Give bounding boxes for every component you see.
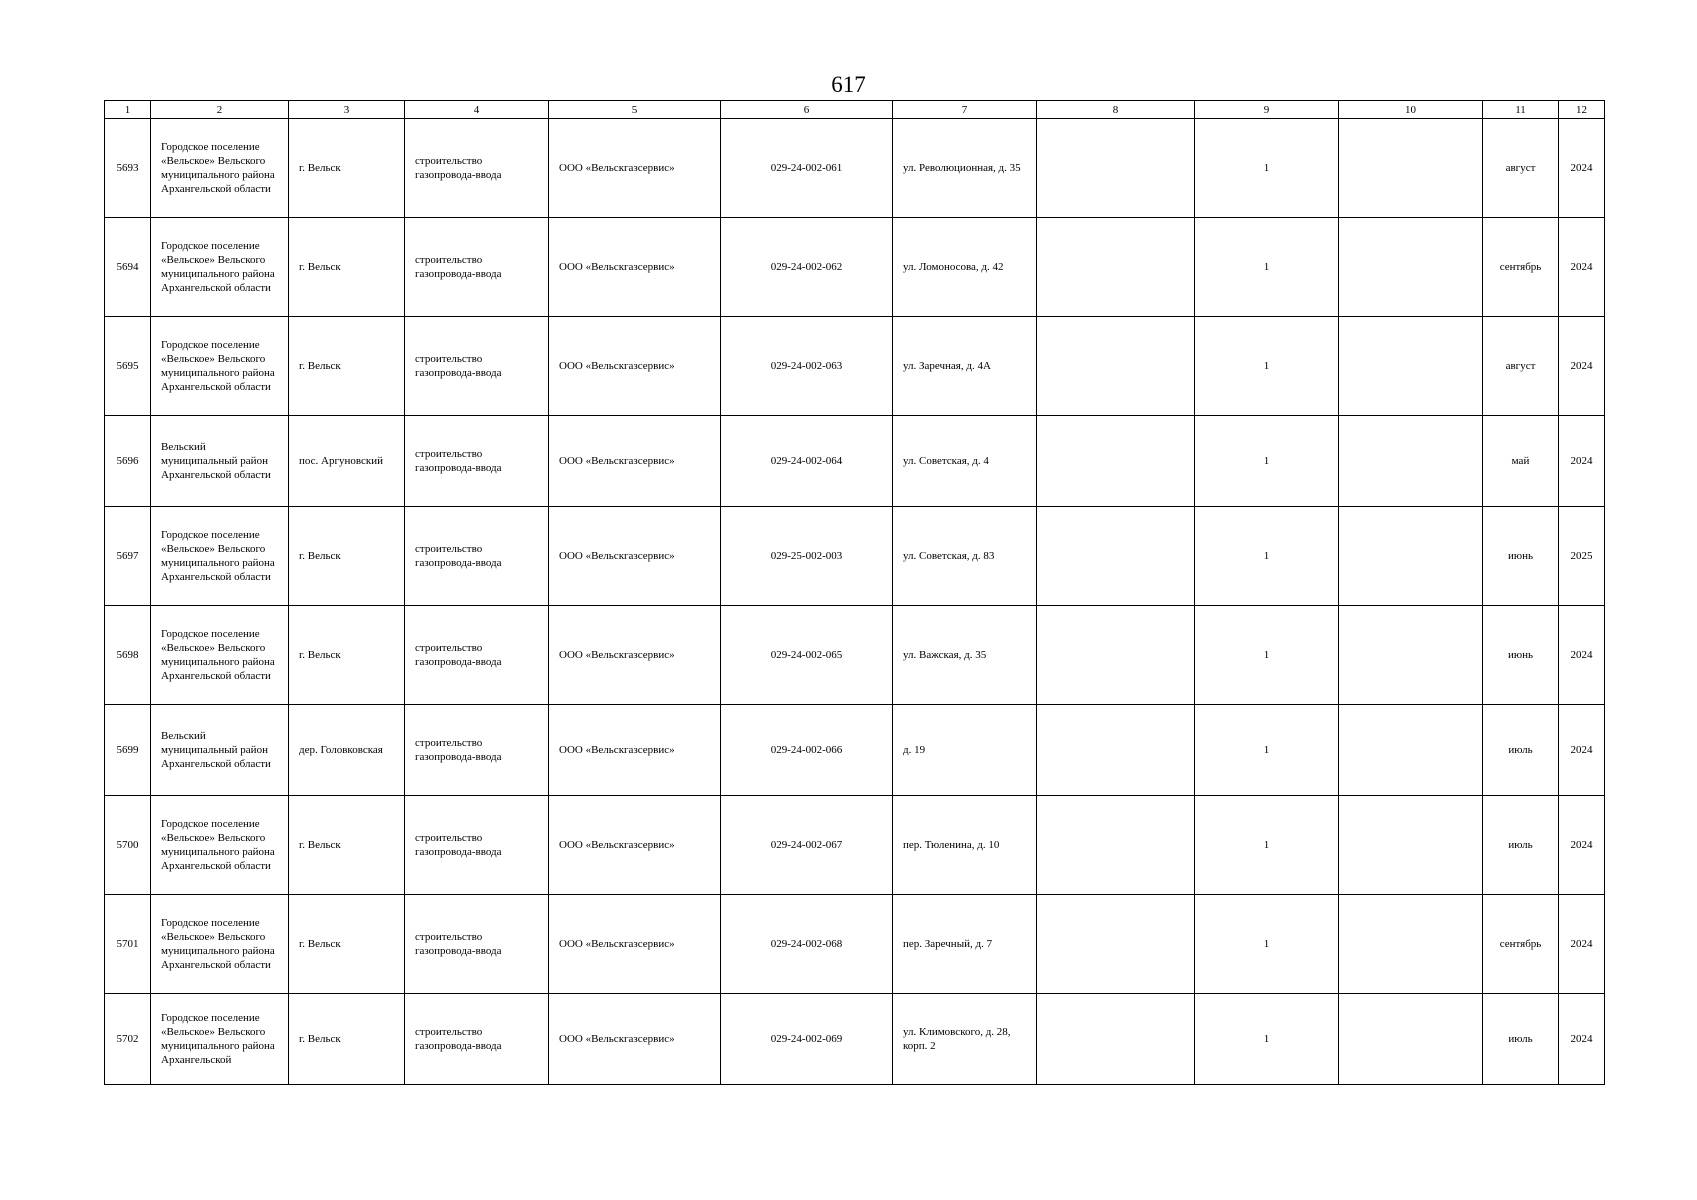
locality-cell-text: дер. Головковская (299, 744, 383, 756)
quantity-cell (1195, 796, 1339, 895)
address-cell (893, 796, 1037, 895)
organization-cell-text: ООО «Вельскгазсервис» (559, 1033, 675, 1045)
address-cell-text: ул. Советская, д. 4 (903, 455, 989, 467)
registry-table (104, 100, 1605, 1085)
object-code-cell-text: 029-24-002-066 (770, 744, 843, 756)
month-cell (1483, 507, 1559, 606)
column-10-cell (1339, 705, 1483, 796)
organization-cell (549, 796, 721, 895)
quantity-cell (1195, 119, 1339, 218)
municipality-cell (151, 796, 289, 895)
object-code-cell (721, 507, 893, 606)
table-row (105, 218, 1605, 317)
year-cell (1559, 119, 1605, 218)
row-number-cell-text: 5702 (116, 1033, 139, 1045)
quantity-cell (1195, 218, 1339, 317)
month-cell-text: июнь (1507, 550, 1533, 562)
month-cell-text: май (1511, 455, 1530, 467)
year-cell (1559, 317, 1605, 416)
locality-cell-text: г. Вельск (299, 649, 341, 661)
address-cell (893, 895, 1037, 994)
month-cell-text: июль (1508, 1033, 1533, 1045)
object-code-cell (721, 218, 893, 317)
locality-cell-text: г. Вельск (299, 162, 341, 174)
year-cell (1559, 994, 1605, 1085)
column-header: 3 (289, 101, 405, 119)
row-number-cell (105, 507, 151, 606)
column-8-cell (1037, 994, 1195, 1085)
organization-cell (549, 119, 721, 218)
object-code-cell (721, 119, 893, 218)
organization-cell-text: ООО «Вельскгазсервис» (559, 261, 675, 273)
row-number-cell-text: 5694 (116, 261, 139, 273)
year-cell (1559, 705, 1605, 796)
organization-cell-text: ООО «Вельскгазсервис» (559, 744, 675, 756)
organization-cell (549, 895, 721, 994)
row-number-cell (105, 994, 151, 1085)
year-cell (1559, 218, 1605, 317)
month-cell (1483, 416, 1559, 507)
table-row (105, 895, 1605, 994)
address-cell (893, 119, 1037, 218)
row-number-cell (105, 119, 151, 218)
locality-cell (289, 895, 405, 994)
locality-cell (289, 994, 405, 1085)
table-row (105, 119, 1605, 218)
municipality-cell-text: Вельский муниципальный район Архангельской области (161, 730, 271, 770)
municipality-cell (151, 507, 289, 606)
work-type-cell (405, 606, 549, 705)
column-8-cell (1037, 317, 1195, 416)
work-type-cell (405, 507, 549, 606)
locality-cell-text: г. Вельск (299, 1033, 341, 1045)
month-cell-text: июль (1508, 839, 1533, 851)
organization-cell (549, 705, 721, 796)
object-code-cell-text: 029-24-002-065 (770, 649, 843, 661)
column-header: 2 (151, 101, 289, 119)
row-number-cell-text: 5698 (116, 649, 139, 661)
address-cell (893, 317, 1037, 416)
row-number-cell-text: 5700 (116, 839, 139, 851)
table-row (105, 994, 1605, 1085)
address-cell-text: ул. Ломоносова, д. 42 (903, 261, 1004, 273)
year-cell (1559, 606, 1605, 705)
quantity-cell-text: 1 (1263, 360, 1270, 372)
locality-cell-text: г. Вельск (299, 550, 341, 562)
year-cell-text: 2024 (1570, 162, 1593, 174)
object-code-cell-text: 029-24-002-067 (770, 839, 843, 851)
locality-cell-text: пос. Аргуновский (299, 455, 384, 467)
column-header: 4 (405, 101, 549, 119)
table-body (105, 119, 1605, 1085)
work-type-cell (405, 705, 549, 796)
object-code-cell-text: 029-24-002-068 (770, 938, 843, 950)
locality-cell-text: г. Вельск (299, 360, 341, 372)
quantity-cell (1195, 317, 1339, 416)
year-cell-text: 2024 (1570, 938, 1593, 950)
work-type-cell-text: строительство газопровода-ввода (415, 832, 502, 858)
locality-cell-text: г. Вельск (299, 261, 341, 273)
organization-cell-text: ООО «Вельскгазсервис» (559, 455, 675, 467)
row-number-cell-text: 5696 (116, 455, 139, 467)
locality-cell (289, 606, 405, 705)
object-code-cell (721, 317, 893, 416)
address-cell (893, 994, 1037, 1085)
object-code-cell-text: 029-24-002-061 (770, 162, 843, 174)
address-cell (893, 705, 1037, 796)
object-code-cell-text: 029-24-002-063 (770, 360, 843, 372)
municipality-cell-text: Городское поселение «Вельское» Вельского муниципального района Архангельской (161, 1012, 275, 1066)
month-cell (1483, 796, 1559, 895)
column-10-cell (1339, 895, 1483, 994)
organization-cell (549, 507, 721, 606)
column-10-cell (1339, 218, 1483, 317)
row-number-cell (105, 416, 151, 507)
year-cell-text: 2024 (1570, 1033, 1593, 1045)
row-number-cell (105, 218, 151, 317)
column-header: 12 (1559, 101, 1605, 119)
quantity-cell-text: 1 (1263, 1033, 1270, 1045)
column-header: 9 (1195, 101, 1339, 119)
column-header: 6 (721, 101, 893, 119)
column-10-cell (1339, 507, 1483, 606)
year-cell-text: 2024 (1570, 839, 1593, 851)
locality-cell-text: г. Вельск (299, 839, 341, 851)
municipality-cell (151, 606, 289, 705)
table-row (105, 416, 1605, 507)
organization-cell-text: ООО «Вельскгазсервис» (559, 550, 675, 562)
locality-cell (289, 416, 405, 507)
column-8-cell (1037, 796, 1195, 895)
organization-cell-text: ООО «Вельскгазсервис» (559, 162, 675, 174)
table-row (105, 606, 1605, 705)
object-code-cell (721, 895, 893, 994)
work-type-cell-text: строительство газопровода-ввода (415, 448, 502, 474)
organization-cell-text: ООО «Вельскгазсервис» (559, 649, 675, 661)
year-cell-text: 2025 (1570, 550, 1593, 562)
locality-cell (289, 218, 405, 317)
locality-cell (289, 317, 405, 416)
locality-cell (289, 507, 405, 606)
work-type-cell-text: строительство газопровода-ввода (415, 642, 502, 668)
year-cell-text: 2024 (1570, 261, 1593, 273)
table-row (105, 796, 1605, 895)
quantity-cell-text: 1 (1263, 550, 1270, 562)
work-type-cell-text: строительство газопровода-ввода (415, 543, 502, 569)
address-cell-text: ул. Революционная, д. 35 (903, 162, 1021, 174)
municipality-cell-text: Городское поселение «Вельское» Вельского муниципального района Архангельской области (161, 529, 275, 583)
column-header: 10 (1339, 101, 1483, 119)
quantity-cell (1195, 994, 1339, 1085)
address-cell-text: ул. Климовского, д. 28, корп. 2 (903, 1026, 1011, 1052)
column-header: 7 (893, 101, 1037, 119)
object-code-cell-text: 029-24-002-069 (770, 1033, 843, 1045)
month-cell (1483, 705, 1559, 796)
column-header: 1 (105, 101, 151, 119)
organization-cell (549, 994, 721, 1085)
month-cell-text: сентябрь (1499, 938, 1542, 950)
column-10-cell (1339, 994, 1483, 1085)
year-cell-text: 2024 (1570, 744, 1593, 756)
column-header: 8 (1037, 101, 1195, 119)
municipality-cell-text: Городское поселение «Вельское» Вельского муниципального района Архангельской области (161, 240, 275, 294)
address-cell (893, 416, 1037, 507)
column-8-cell (1037, 119, 1195, 218)
month-cell (1483, 895, 1559, 994)
organization-cell-text: ООО «Вельскгазсервис» (559, 360, 675, 372)
quantity-cell-text: 1 (1263, 162, 1270, 174)
object-code-cell (721, 796, 893, 895)
row-number-cell-text: 5695 (116, 360, 139, 372)
work-type-cell (405, 317, 549, 416)
row-number-cell-text: 5697 (116, 550, 139, 562)
quantity-cell-text: 1 (1263, 649, 1270, 661)
month-cell (1483, 994, 1559, 1085)
month-cell-text: июль (1508, 744, 1533, 756)
row-number-cell (105, 705, 151, 796)
column-8-cell (1037, 895, 1195, 994)
quantity-cell-text: 1 (1263, 744, 1270, 756)
address-cell-text: ул. Советская, д. 83 (903, 550, 995, 562)
column-number-row (105, 101, 1605, 119)
municipality-cell (151, 895, 289, 994)
address-cell-text: пер. Заречный, д. 7 (903, 938, 993, 950)
column-10-cell (1339, 416, 1483, 507)
column-8-cell (1037, 218, 1195, 317)
column-10-cell (1339, 317, 1483, 416)
object-code-cell (721, 606, 893, 705)
object-code-cell-text: 029-24-002-062 (770, 261, 843, 273)
address-cell (893, 606, 1037, 705)
organization-cell (549, 317, 721, 416)
organization-cell-text: ООО «Вельскгазсервис» (559, 938, 675, 950)
quantity-cell-text: 1 (1263, 455, 1270, 467)
year-cell-text: 2024 (1570, 360, 1593, 372)
quantity-cell (1195, 507, 1339, 606)
year-cell (1559, 507, 1605, 606)
row-number-cell-text: 5699 (116, 744, 139, 756)
page-number: 617 (831, 72, 866, 97)
column-header: 11 (1483, 101, 1559, 119)
municipality-cell (151, 705, 289, 796)
table-row (105, 705, 1605, 796)
quantity-cell (1195, 606, 1339, 705)
work-type-cell-text: строительство газопровода-ввода (415, 1026, 502, 1052)
column-10-cell (1339, 606, 1483, 705)
month-cell (1483, 119, 1559, 218)
work-type-cell-text: строительство газопровода-ввода (415, 931, 502, 957)
object-code-cell-text: 029-25-002-003 (770, 550, 843, 562)
organization-cell (549, 416, 721, 507)
table-row (105, 317, 1605, 416)
row-number-cell (105, 895, 151, 994)
object-code-cell (721, 705, 893, 796)
column-8-cell (1037, 705, 1195, 796)
month-cell-text: сентябрь (1499, 261, 1542, 273)
municipality-cell (151, 218, 289, 317)
work-type-cell (405, 796, 549, 895)
year-cell-text: 2024 (1570, 649, 1593, 661)
year-cell (1559, 796, 1605, 895)
column-10-cell (1339, 119, 1483, 218)
month-cell (1483, 317, 1559, 416)
object-code-cell-text: 029-24-002-064 (770, 455, 843, 467)
address-cell (893, 218, 1037, 317)
work-type-cell-text: строительство газопровода-ввода (415, 353, 502, 379)
work-type-cell (405, 119, 549, 218)
locality-cell-text: г. Вельск (299, 938, 341, 950)
organization-cell-text: ООО «Вельскгазсервис» (559, 839, 675, 851)
column-header: 5 (549, 101, 721, 119)
municipality-cell (151, 317, 289, 416)
row-number-cell (105, 317, 151, 416)
address-cell-text: д. 19 (903, 744, 926, 756)
month-cell (1483, 218, 1559, 317)
quantity-cell-text: 1 (1263, 261, 1270, 273)
year-cell (1559, 416, 1605, 507)
work-type-cell (405, 416, 549, 507)
row-number-cell-text: 5693 (116, 162, 139, 174)
table-row (105, 507, 1605, 606)
municipality-cell-text: Городское поселение «Вельское» Вельского муниципального района Архангельской области (161, 628, 275, 682)
municipality-cell-text: Городское поселение «Вельское» Вельского муниципального района Архангельской области (161, 339, 275, 393)
work-type-cell (405, 994, 549, 1085)
quantity-cell (1195, 416, 1339, 507)
municipality-cell-text: Городское поселение «Вельское» Вельского муниципального района Архангельской области (161, 141, 275, 195)
year-cell (1559, 895, 1605, 994)
month-cell-text: июнь (1507, 649, 1533, 661)
work-type-cell-text: строительство газопровода-ввода (415, 155, 502, 181)
locality-cell (289, 796, 405, 895)
row-number-cell-text: 5701 (116, 938, 139, 950)
month-cell (1483, 606, 1559, 705)
object-code-cell (721, 994, 893, 1085)
municipality-cell (151, 416, 289, 507)
organization-cell (549, 606, 721, 705)
municipality-cell-text: Вельский муниципальный район Архангельской области (161, 441, 271, 481)
municipality-cell (151, 119, 289, 218)
organization-cell (549, 218, 721, 317)
address-cell (893, 507, 1037, 606)
column-10-cell (1339, 796, 1483, 895)
work-type-cell-text: строительство газопровода-ввода (415, 737, 502, 763)
object-code-cell (721, 416, 893, 507)
work-type-cell (405, 218, 549, 317)
quantity-cell (1195, 895, 1339, 994)
municipality-cell-text: Городское поселение «Вельское» Вельского муниципального района Архангельской области (161, 917, 275, 971)
address-cell-text: ул. Важская, д. 35 (903, 649, 987, 661)
locality-cell (289, 119, 405, 218)
row-number-cell (105, 606, 151, 705)
address-cell-text: пер. Тюленина, д. 10 (903, 839, 1000, 851)
year-cell-text: 2024 (1570, 455, 1593, 467)
column-8-cell (1037, 416, 1195, 507)
work-type-cell-text: строительство газопровода-ввода (415, 254, 502, 280)
column-8-cell (1037, 606, 1195, 705)
month-cell-text: август (1505, 360, 1536, 372)
address-cell-text: ул. Заречная, д. 4А (903, 360, 991, 372)
quantity-cell-text: 1 (1263, 938, 1270, 950)
locality-cell (289, 705, 405, 796)
quantity-cell-text: 1 (1263, 839, 1270, 851)
municipality-cell-text: Городское поселение «Вельское» Вельского муниципального района Архангельской области (161, 818, 275, 872)
column-8-cell (1037, 507, 1195, 606)
municipality-cell (151, 994, 289, 1085)
row-number-cell (105, 796, 151, 895)
month-cell-text: август (1505, 162, 1536, 174)
quantity-cell (1195, 705, 1339, 796)
work-type-cell (405, 895, 549, 994)
